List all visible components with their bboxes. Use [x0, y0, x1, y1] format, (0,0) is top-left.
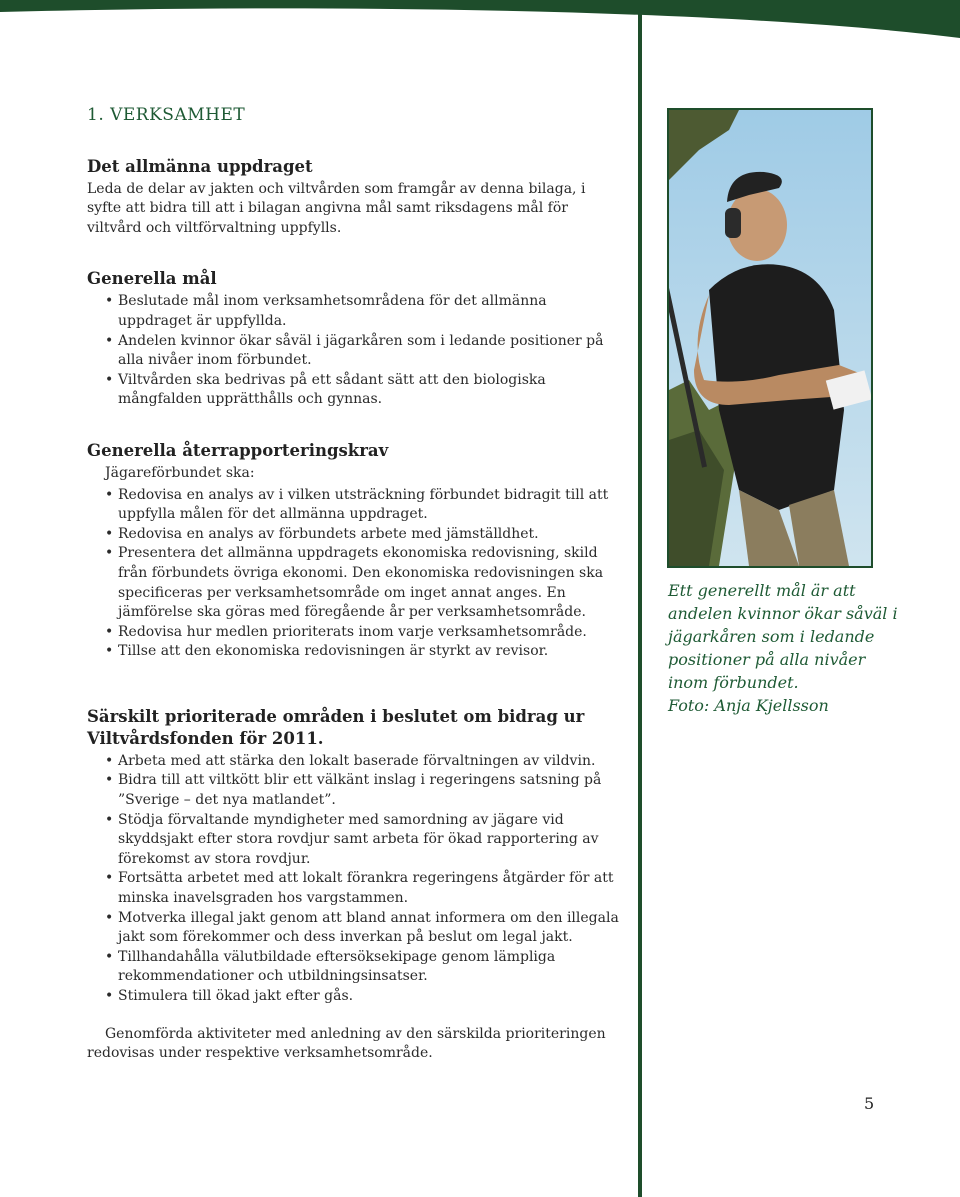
mal-heading: Generella mål	[87, 269, 217, 289]
main-column	[87, 106, 622, 1094]
krav-section	[87, 440, 622, 662]
list-item: • Tillhandahålla välutbildade eftersöksekipage genom lämpliga rekommendationer och utbildningsinsatser.	[118, 948, 622, 987]
list-item: • Viltvården ska bedrivas på ett sådant sätt att den biologiska mångfalden upprätthålls och gynnas.	[118, 371, 622, 410]
list-item: • Motverka illegal jakt genom att bland annat informera om den illegala jakt som förekommer och dess inverkan på beslut om legal jakt.	[118, 909, 622, 948]
page-number: 5	[864, 1094, 875, 1113]
list-item: • Redovisa hur medlen prioriterats inom varje verksamhetsområde.	[118, 623, 622, 643]
hunter-photo	[667, 108, 873, 568]
uppdrag-section	[87, 156, 622, 239]
prio-list	[87, 752, 622, 1007]
list-item: • Redovisa en analys av förbundets arbete med jämställdhet.	[118, 525, 622, 545]
list-item: • Redovisa en analys av i vilken utsträckning förbundet bidragit till att uppfylla målen för det allmänna uppdraget.	[118, 486, 622, 525]
uppdrag-text: Leda de delar av jakten och viltvården som framgår av denna bilaga, i syfte att bidra till att i bilagan angivna mål samt riksdagens mål för viltvård och viltförvaltning uppfylls.	[87, 180, 586, 236]
caption-text: Ett generellt mål är att andelen kvinnor ökar såväl i jägarkåren som i ledande positioner på alla nivåer inom förbundet.	[668, 581, 898, 692]
top-decorative-band	[0, 0, 960, 40]
krav-intro: Jägareförbundet ska:	[105, 464, 255, 481]
mal-list	[87, 292, 622, 410]
list-item: • Fortsätta arbetet med att lokalt förankra regeringens åtgärder för att minska inavelsgraden hos vargstammen.	[118, 869, 622, 908]
list-item: • Presentera det allmänna uppdragets ekonomiska redovisning, skild från förbundets övriga ekonomi. Den ekonomiska redovisningen ska specificeras per verksamhetsområde om inget annat anges. En jämförelse ska göras med föregående år per verksamhetsområde.	[118, 544, 622, 622]
mal-section	[87, 268, 622, 410]
uppdrag-heading: Det allmänna uppdraget	[87, 156, 313, 176]
krav-heading: Generella återrapporteringskrav	[87, 440, 389, 460]
list-item: • Tillse att den ekonomiska redovisningen är styrkt av revisor.	[118, 642, 622, 662]
column-divider	[638, 8, 642, 1197]
prio-heading: Särskilt prioriterade områden i beslutet om bidrag ur Viltvårdsfonden för 2011.	[87, 706, 585, 748]
list-item: • Arbeta med att stärka den lokalt baserade förvaltningen av vildvin.	[118, 752, 622, 772]
outro-text: Genomförda aktiviteter med anledning av den särskilda prioriteringen redovisas under respektive verksamhetsområde.	[87, 1025, 606, 1062]
caption-credit: Foto: Anja Kjellsson	[668, 696, 829, 715]
list-item: • Stödja förvaltande myndigheter med samordning av jägare vid skyddsjakt efter stora rovdjur samt arbeta för ökad rapportering av förekomst av stora rovdjur.	[118, 811, 622, 870]
list-item: • Bidra till att viltkött blir ett välkänt inslag i regeringens satsning på ”Sverige – det nya matlandet”.	[118, 771, 622, 810]
section-title: 1. VERKSAMHET	[87, 105, 246, 125]
photo-caption	[668, 579, 898, 717]
krav-list	[87, 486, 622, 662]
list-item: • Stimulera till ökad jakt efter gås.	[118, 987, 622, 1007]
list-item: • Andelen kvinnor ökar såväl i jägarkåren som i ledande positioner på alla nivåer inom förbundet.	[118, 332, 622, 371]
prio-section	[87, 706, 622, 1064]
list-item: • Beslutade mål inom verksamhetsområdena för det allmänna uppdraget är uppfyllda.	[118, 292, 622, 331]
